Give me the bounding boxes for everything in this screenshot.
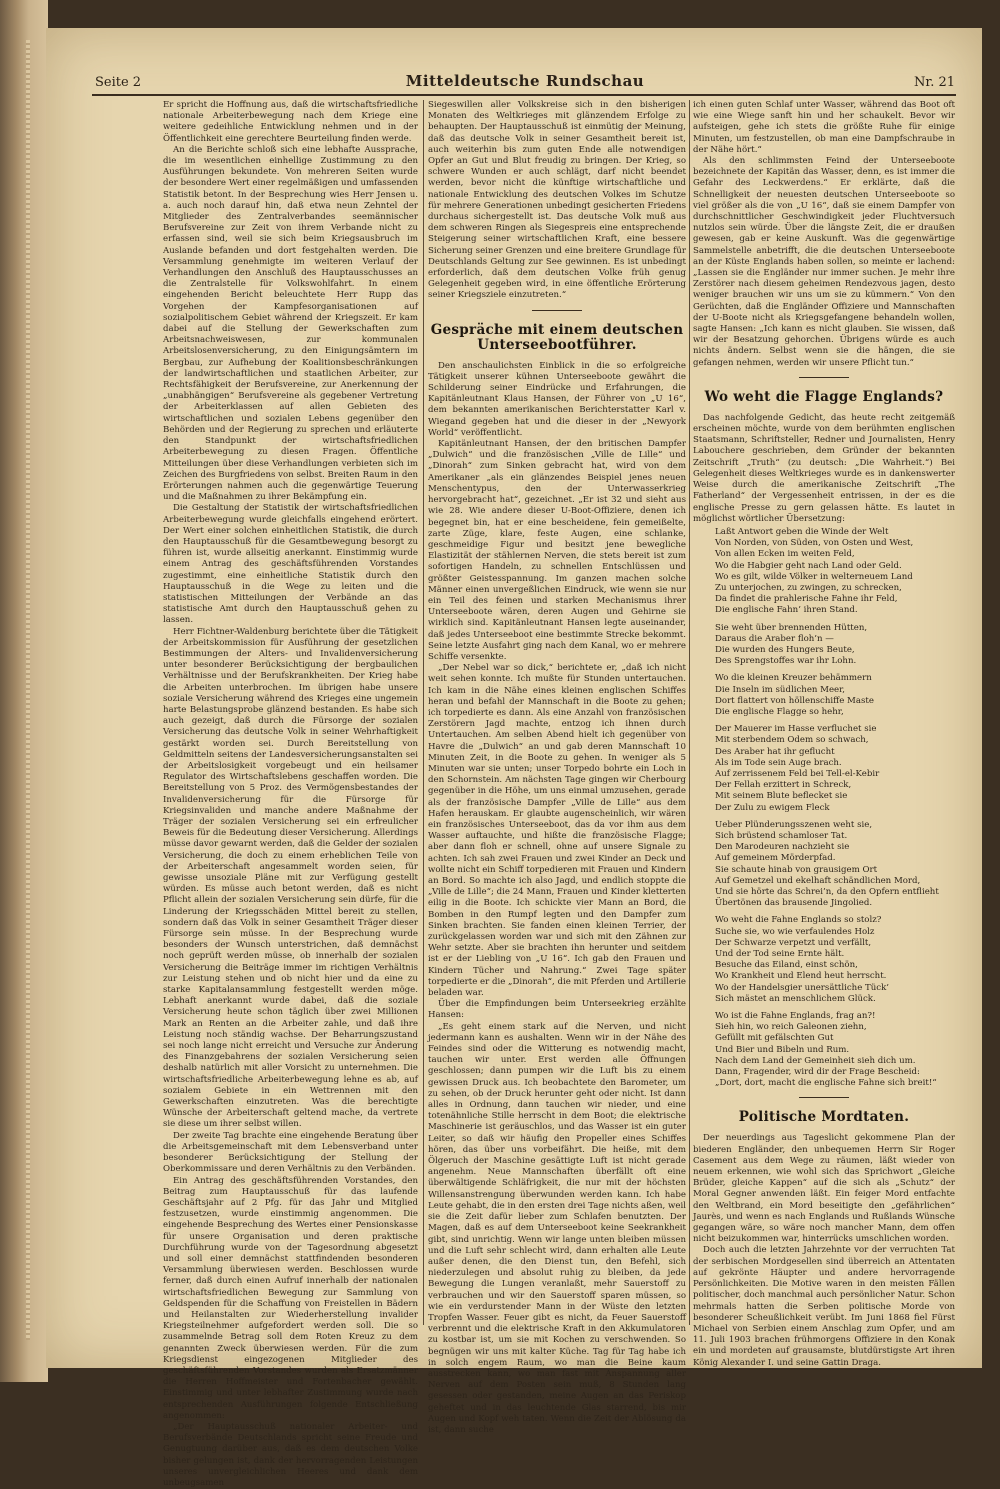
paragraph: Das nachfolgende Gedicht, das heute recht zeitgemäß erscheinen möchte, wurde von dem berühmten englischen Staatsmann, Schriftsteller, Redner und Journalisten, Henry Labouchere geschrieben, dem Gründer der bekannten Zeitschrift „Truth“ (zu deutsch: „Die Wahrheit.“) Bei Gelegenheit dieses Weltkrieges wurde es in dankenswerter Weise durch die amerikanische Zeitschrift „The Fatherland“ der Vergessenheit entrissen, in der es die englische Presse zu gern gelassen hätte. Es lautet in möglichst wörtlicher Übersetzung: — [693, 412, 955, 524]
paragraph: Doch auch die letzten Jahrzehnte vor der verruchten Tat der serbischen Mordgesellen sind überreich an Attentaten auf gekrönte Häupter und andere hervorragende Persönlichkeiten. Die Motive waren in den meisten Fällen politischer, doch manchmal auch persönlicher Natur. Schon mehrmals hatten die Serben politische Morde von besonderer Scheußlichkeit verübt. Im Juni 1868 fiel Fürst Michael von Serbien einem Anschlag zum Opfer, und am 11. Juli 1903 brachen frühmorgens Offiziere in den Konak ein und mordeten auf grausamste, blutdürstigste Art ihren König Alexander I. und seine Gattin Draga. — [693, 1245, 955, 1368]
poem-line: Die wurden des Hungers Beute, — [715, 644, 855, 655]
poem-stanza — [715, 915, 955, 1005]
masthead: Mitteldeutsche Rundschau — [405, 72, 645, 90]
paragraph: Kapitänleutnant Hansen, der den britischen Dampfer „Dulwich“ und die französischen „Ville de Lille“ und „Dinorah“ zum Sinken gebracht hat, wird von dem Amerikaner „als ein glänzendes Beispiel jenes neuen Menschentypus, den der Unterwasserkrieg hervorgebracht hat“, gezeichnet. „Er ist 32 und sieht aus wie 28. Wie andere dieser U-Boot-Offiziere, denen ich begegnet bin, hat er eine bescheidene, fein gemeißelte, zarte Züge, klare, feste Augen, eine schlanke, geschmeidige Figur und besitzt jene bewegliche Elastizität der stählernen Nerven, die stets bereit ist zum sofortigen Handeln, zu schnellen Entschlüssen und größter Geistesspannung. Im ganzen machen solche Männer einen unvergeßlichen Eindruck, wie wenn sie nur ein Teil des feinen und starken Mechanismus ihrer Unterseeboote wären, deren Augen und Gehirne sie wirklich sind. Kapitänleutnant Hansen legte auseinander, daß jedes Unterseeboot eine bestimmte Strecke bekommt. Seine letzte Ausfahrt ging nach dem Kanal, wo er mehrere Schiffe versenkte. — [428, 439, 686, 662]
column-2 — [428, 100, 686, 1435]
poem-line: Laßt Antwort geben die Winde der Welt — [715, 526, 889, 537]
poem-stanza — [715, 623, 955, 668]
paragraph: „Es geht einem stark auf die Nerven, und nicht jedermann kann es aushalten. Wenn wir in der Nähe des Feindes sind oder die Witterung es notwendig macht, tauchen wir unter. Erst werden alle Öffnungen geschlossen; dann pumpen wir die Luft bis zu einem gewissen Druck aus. Ich beobachtete den Barometer, um zu sehen, ob der Druck herunter geht oder nicht. Ist dann alles in Ordnung, dann tauchen wir nieder, und eine totenähnliche Stille herrscht in dem Boot; die elektrische Maschinerie ist geräuschlos, und das Wasser ist ein guter Leiter, so daß wir häufig den Propeller eines Schiffes hören, das über uns vorbeifährt. Die heiße, mit dem Ölgeruch der Maschine gesättigte Luft ist nicht gerade angenehm. Neue Mannschaften überfällt oft eine überwältigende Schläfrigkeit, die nur mit der höchsten Willensanstrengung überwunden werden kann. Ich habe Leute gehabt, die in den ersten drei Tage nichts aßen, weil sie die Zeit dafür lieber zum Schlafen benutzten. Der Magen, daß es auf dem Unterseeboot keine Seekrankheit gibt, sind unrichtig. Wenn wir lange unten bleiben müssen und die Luft sehr schlecht wird, dann erhalten alle Leute außer denen, die den Dienst tun, den Befehl, sich niederzulegen und absolut ruhig zu bleiben, da jede Bewegung die Lungen veranlaßt, mehr Sauerstoff zu verbrauchen und wir den Sauerstoff sparen müssen, so wie ein verdurstender Mann in der Wüste den letzten Tropfen Wasser. Feuer gibt es nicht, da Feuer Sauerstoff verbrennt und die elektrische Kraft in den Akkumulatoren zu kostbar ist, um sie mit Kochen zu verschwenden. So begnügen wir uns mit kalter Küche. Tag für Tag habe ich in solch engem Raum, wo man die Beine kaum ausstrecken kann, wo man fast mit Anspannung aller Nerven auf dem Posten sein muß, 8 Stunden lang gesessen oder gestanden, meine Augen an das Periskop geheftet und in das leuchtende Glas starrend, bis mir Augen und Kopf weh taten. Wenn die Zeit der Ablösung da ist, dann suche — [428, 1021, 686, 1435]
poem-line: Übertönen das brausende Jingolied. — [715, 898, 873, 909]
section-separator — [799, 1097, 849, 1098]
poem-stanza — [715, 673, 955, 718]
poem-line: Als im Tode sein Auge brach. — [715, 757, 842, 768]
paragraph: Den anschaulichsten Einblick in die so erfolgreiche Tätigkeit unserer kühnen Unterseeboote gewährt die Schilderung seiner Eindrücke und Erfahrungen, die Kapitänleutnant Klaus Hansen, der Führer von „U 16“, dem bekannten amerikanischen Berichterstatter Karl v. Wiegand gegeben hat und die dieser in der „Newyork World“ veröffentlicht. — [428, 360, 686, 438]
column-1 — [163, 100, 418, 1488]
poem-line: Mit seinem Blute beflecket sie — [715, 791, 848, 802]
poem — [715, 527, 955, 1090]
poem-line: Sie weht über brennenden Hütten, — [715, 622, 868, 633]
poem-line: Besuche das Eiland, einst schön, — [715, 960, 858, 971]
poem-line: Wo es gilt, wilde Völker in welterneuem Land — [715, 571, 913, 582]
paragraph: Herr Fichtner-Waldenburg berichtete über die Tätigkeit der Arbeitskommission für Ausführung der gesetzlichen Bestimmungen der Alters- und Invalidenversicherung unter besonderer Berücksichtigung der bergbaulichen Verhältnisse und der Berufskrankheiten. Der Krieg habe die Arbeiten unterbrochen. Im übrigen habe unsere soziale Versicherung während des Krieges eine ungemein harte Belastungsprobe glänzend bestanden. Es habe sich auch gezeigt, daß durch die Fürsorge der sozialen Versicherung das deutsche Volk in seiner Wehrhaftigkeit gestärkt worden sei. Durch Bereitstellung von Geldmitteln seitens der Landesversicherungsanstalten sei der Arbeitslosigkeit vorgebeugt und ein heilsamer Regulator des Wirtschaftslebens geschaffen worden. Die Bereitstellung von 5 Proz. des Vermögensbestandes der Invalidenversicherung für die Fürsorge für Kriegsinvaliden und manche andere Maßnahme der Träger der sozialen Versicherung sei ein erfreulicher Beweis für die Bedeutung dieser Versicherung. Allerdings müsse davor gewarnt werden, daß die Gelder der sozialen Versicherung, die doch zu einem erheblichen Teile von der Arbeiterschaft angesammelt worden seien, für gewisse unsoziale Pläne mit zur Verfügung gestellt würden. Es müsse auch betont werden, daß es nicht Pflicht allein der sozialen Versicherung sein dürfe, für die Linderung der Kriegsschäden Mittel bereit zu stellen, sondern daß das Volk in seiner Gesamtheit Träger dieser Fürsorge sein müsse. In der Besprechung wurde besonders der Wunsch unterstrichen, daß demnächst noch geprüft werden müsse, ob innerhalb der sozialen Versicherung die Beiträge immer im richtigen Verhältnis zur Leistung stehen und ob nicht hier und da eine zu starke Kapitalansammlung festgestellt werden möge. Lebhaft anerkannt wurde dabei, daß die soziale Versicherung heute schon täglich über zwei Millionen Mark an Renten an die Arbeiter zahle, und daß ihre Leistung noch ständig wachse. Der Beharrungszustand sei noch lange nicht erreicht und Versuche zur Änderung des Finanzgebahrens der sozialen Versicherung seien deshalb natürlich mit aller Vorsicht zu unternehmen. Die wirtschaftsfriedliche Arbeiterbewegung lehne es ab, auf sozialem Gebiete in ein Wettrennen mit den Gewerkschaften einzutreten. Was die berechtigte Wünsche der Arbeiterschaft geltend mache, da vertrete sie diese um ihrer selbst willen. — [163, 626, 418, 1130]
paragraph: Als den schlimmsten Feind der Unterseeboote bezeichnete der Kapitän das Wasser, denn, es ist immer die Gefahr des Leckwerdens.“ Er erklärte, daß die Schnelligkeit der neuesten deutschen Unterseeboote so viel größer als die von „U 16“, daß sie einem Dampfer von durchschnittlicher Geschwindigkeit jeder Fluchtversuch nutzlos sein würde. Über die längste Zeit, die er draußen gewesen, gab er keine Auskunft. Was die gegenwärtige Sammelstelle anbetrifft, die die deutschen Unterseeboote an der Küste Englands haben sollen, so meinte er lachend: „Lassen sie die Engländer nur immer suchen. Je mehr ihre Zerstörer nach diesem geheimen Rendezvous jagen, desto weniger brauchen wir uns um sie zu kümmern.“ Von den Gerüchten, daß die Engländer Offiziere und Mannschaften der U-Boote nicht als Kriegsgefangene behandeln wollen, sagte Hansen: „Ich kann es nicht glauben. Sie wissen, daß wir der Besatzung gehorchen. Übrigens würde es auch nichts ändern. Selbst wenn sie die hängen, die sie gefangen nehmen, werden wir unsere Pflicht tun.“ — [693, 156, 955, 368]
poem-line: Der Fellah erzittert in Schreck, — [715, 780, 852, 791]
paragraph: Ein Antrag des geschäftsführenden Vorstandes, den Beitrag zum Hauptausschuß für das laufende Geschäftsjahr auf 2 Pfg. für das Jahr und Mitglied festzusetzen, wurde einstimmig angenommen. Die eingehende Besprechung des Wertes einer Pensionskasse für unsere Organisation und deren praktische Durchführung wurde von der Tagesordnung abgesetzt und soll einer demnächst stattfindenden besonderen Versammlung überwiesen werden. Beschlossen wurde ferner, daß durch einen Aufruf innerhalb der nationalen wirtschaftsfriedlichen Bewegung zur Sammlung von Geldspenden für die Schaffung von Freistellen in Bädern und Heilanstalten zur Wiederherstellung invalider Kriegsteilnehmer aufgefordert werden soll. Die so zusammelnde Betrag soll dem Roten Kreuz zu dem genannten Zweck überwiesen werden. Für die zum Kriegsdienst eingezogenen Mitglieder des geschäftsführenden Vorstandes wurden als Ersatzmänner die Herren Hoffmeister und Fortenbacher gewählt. Einstimmig und unter lebhafter Zustimmung wurde nach entsprechenden Ausführungen folgende Entschließung angenommen: — [163, 1175, 418, 1421]
article-headline: Gespräche mit einem deutschen Unterseebootführer. — [430, 321, 684, 353]
poem-line: Wo weht die Fahne Englands so stolz? — [715, 915, 882, 926]
poem-line: Mit sterbendem Odem so schwach, — [715, 735, 869, 746]
poem-line: Der Mauerer im Hasse verfluchet sie — [715, 724, 877, 735]
poem-line: Wo ist die Fahne Englands, frag an?! — [715, 1011, 876, 1022]
poem-stanza — [715, 1011, 955, 1089]
poem-line: Wo die kleinen Kreuzer behämmern — [715, 673, 872, 684]
poem-line: Dort flattert von höllenschiffe Maste — [715, 695, 874, 706]
poem-line: Sieh hin, wo reich Galeonen ziehn, — [715, 1022, 867, 1033]
poem-line: Dann, Fragender, wird dir der Frage Bescheid: — [715, 1067, 920, 1078]
poem-stanza — [715, 527, 955, 617]
poem-line: Die englische Fahn’ ihren Stand. — [715, 605, 858, 616]
column-3 — [693, 100, 955, 1368]
poem-line: Nach dem Land der Gemeinheit sieh dich um. — [715, 1055, 916, 1066]
page-header — [95, 72, 955, 94]
poem-stanza — [715, 820, 955, 910]
paragraph: ich einen guten Schlaf unter Wasser, während das Boot oft wie eine Wiege sanft hin und her schaukelt. Bevor wir aufsteigen, gehe ich stets die größte Ruhe für einige Minuten, um festzustellen, ob man eine Dampfschraube in der Nähe hört.“ — [693, 100, 955, 155]
poem-line: Sich mästet an menschlichem Glück. — [715, 993, 876, 1004]
paragraph: Siegeswillen aller Volkskreise sich in den bisherigen Monaten des Weltkrieges mit glänzendem Erfolge zu behaupten. Der Hauptausschuß ist einmütig der Meinung, daß das deutsche Volk in seiner Gesamtheit bereit ist, auch weiterhin bis zum guten Ende alle notwendigen Opfer an Gut und Blut freudig zu bringen. Der Krieg, so schwere Wunden er auch schlägt, darf nicht beendet werden, bevor nicht die künftige wirtschaftliche und nationale Entwicklung des deutschen Volkes im Schutze für mehrere Generationen unbedingt gesicherten Friedens durchaus sichergestellt ist. Das deutsche Volk muß aus dem schweren Ringen als Siegespreis eine entsprechende Steigerung seiner wirtschaftlichen Kraft, eine bessere Sicherung seiner Grenzen und eine breitere Grundlage für Deutschlands Geltung zur See gewinnen. Es ist unbedingt erforderlich, daß dem deutschen Volke früh genug Gelegenheit gegeben wird, in eine öffentliche Erörterung seiner Kriegsziele einzutreten.“ — [428, 100, 686, 301]
poem-line: Und der Tod seine Ernte hält. — [715, 949, 845, 960]
page-number: Seite 2 — [95, 75, 142, 90]
poem-line: Der Zulu zu ewigem Fleck — [715, 802, 830, 813]
poem-line: Auf Gemetzel und ekelhaft schändlichen Mord, — [715, 875, 921, 886]
paragraph: An die Berichte schloß sich eine lebhafte Aussprache, die im wesentlichen einhellige Zustimmung zu den Ausführungen bekundete. Von mehreren Seiten wurde der besondere Wert einer regelmäßigen und umfassenden Statistik betont. In der Besprechung wies Herr Jensen u. a. auch noch darauf hin, daß etwa neun Zehntel der Mitglieder des Zentralverbandes seemännischer Berufsvereine zur Zeit von ihrem Verbande nicht zu erfassen sind, weil sie sich beim Kriegsausbruch im Auslande befanden und dort festgehalten werden. Die Versammlung genehmigte im weiteren Verlauf der Verhandlungen den Anschluß des Hauptausschusses an die Zentralstelle für Volkswohlfahrt. In einem eingehenden Bericht beleuchtete Herr Rupp das Vorgehen der Kampfesorganisationen auf sozialpolitischem Gebiet während der Kriegszeit. Er kam dabei auf die Stellung der Gewerkschaften zum Arbeitsnachweiswesen, zur kommunalen Arbeitslosenversicherung, zu den Einigungsämtern im Bergbau, zur Aufhebung der Koalitionsbeschränkungen der landwirtschaftlichen und staatlichen Arbeiter, zur Rechtsfähigkeit der Berufsvereine, zur Anerkennung der „unabhängigen“ Berufsvereine als gegebener Vertretung der Arbeiterklassen auf allen Gebieten des wirtschaftlichen und sozialen Lebens gegenüber den Behörden und der Regierung zu sprechen und erläuterte den Standpunkt der wirtschaftsfriedlichen Arbeiterbewegung zu diesen Fragen. Öffentliche Mitteilungen über diese Verhandlungen verbieten sich im Zeichen des Burgfriedens von selbst. Breiten Raum in den Erörterungen nahmen auch die gegenwärtige Teuerung und die Maßnahmen zu ihrer Bekämpfung ein. — [163, 144, 418, 503]
poem-line: Suche sie, wo wie verfaulendes Holz — [715, 926, 875, 937]
paragraph: Über die Empfindungen beim Unterseekrieg erzählte Hansen: — [428, 999, 686, 1021]
poem-line: „Dort, dort, macht die englische Fahne sich breit!“ — [715, 1078, 937, 1089]
paragraph: Der neuerdings aus Tageslicht gekommene Plan der biederen Engländer, den unbequemen Herrn Sir Roger Casement aus dem Wege zu räumen, läßt wieder von neuem erkennen, wie wohl sich das Sprichwort „Gleiche Brüder, gleiche Kappen“ auf die sich als „Schutz“ der Moral Gegner anwenden läßt. Ein feiger Mord entfachte den Weltbrand, ein Mord beseitigte den „gefährlichen“ Jaurès, und wenn es nach Englands und Rußlands Wünsche gegangen wäre, so wäre noch mancher Mann, dem offen nicht beizukommen war, hinterrücks umschlichen worden. — [693, 1133, 955, 1245]
poem-line: Den Marodeuren nachzieht sie — [715, 842, 850, 853]
poem-line: Wo der Handelsgier unersättliche Tück’ — [715, 982, 890, 993]
poem-line: Da findet die prahlerische Fahne ihr Feld, — [715, 594, 898, 605]
paragraph: Der zweite Tag brachte eine eingehende Beratung über die Arbeitsgemeinschaft mit dem Lebensverband unter besonderer Berücksichtigung der Stellung der Oberkommissare und deren Verhältnis zu den Verbänden. — [163, 1130, 418, 1175]
article-headline: Politische Mordtaten. — [738, 1109, 910, 1126]
poem-line: Und Bier und Bibeln und Rum. — [715, 1044, 850, 1055]
poem-line: Zu unterjochen, zu zwingen, zu schrecken, — [715, 582, 902, 593]
poem-line: Die Inseln im südlichen Meer, — [715, 684, 846, 695]
poem-line: Auf zerrissenem Feld bei Tell-el-Kebir — [715, 768, 880, 779]
poem-line: Von Norden, von Süden, von Osten und West, — [715, 538, 914, 549]
poem-line: Der Schwarze verpetzt und verfällt, — [715, 937, 872, 948]
column-divider — [689, 100, 690, 1325]
poem-line: Gefüllt mit gefälschten Gut — [715, 1033, 834, 1044]
page-edges — [26, 40, 30, 1340]
section-separator — [799, 377, 849, 378]
paragraph: „Der Nebel war so dick,“ berichtete er, „daß ich nicht weit sehen konnte. Ich mußte für Stunden untertauchen. Ich kam in die Nähe eines kleinen englischen Schiffes heran und befahl der Mannschaft in die Boote zu gehen; ich torpedierte es dann. Als eine Anzahl von französischen Zerstörern Jagd machte, entzog ich ihnen durch Untertauchen. Am selben Abend hielt ich gegenüber von Havre die „Dulwich“ an und gab deren Mannschaft 10 Minuten Zeit, in die Boote zu gehen. In weniger als 5 Minuten war sie unten; unser Torpedo bohrte ein Loch in den Schornstein. Am nächsten Tage gingen wir Cherbourg gegenüber in die Höhe, um uns einmal umzusehen, gerade als der französische Dampfer „Ville de Lille“ aus dem Hafen herauskam. Er glaubte augenscheinlich, wir wären ein französisches Unterseeboot, das da vor ihm aus dem Wasser auftauchte, und hißte die französische Flagge; aber dann floh er schnell, ohne auf unsere Signale zu achten. Ich sah zwei Frauen und zwei Kinder an Deck und wollte nicht ein Schiff torpedieren mit Frauen und Kindern an Bord. So machte ich also Jagd, und endlich stoppte die „Ville de Lille“; die 24 Mann, Frauen und Kinder kletterten eilig in die Boote. Ich schickte vier Mann an Bord, die Bomben in den Rumpf legten und den Dampfer zum Sinken brachten. Sie fanden einen kleinen Terrier, der zurückgelassen worden war und sich mit den Zähnen zur Wehr setzte. Aber sie brachten ihn herunter und seitdem ist er der Liebling von „U 16“. Ich gab den Frauen und Kindern Tücher und Nahrung.“ Zwei Tage später torpedierte er die „Dinorah“, die mit Pferden und Artillerie beladen war. — [428, 663, 686, 999]
paragraph: Er spricht die Hoffnung aus, daß die wirtschaftsfriedliche nationale Arbeiterbewegung nach dem Kriege eine weitere gedeihliche Entwicklung nehmen und in der Öffentlichkeit eine gerechtere Beurteilung finden werde. — [163, 100, 418, 144]
poem-line: Des Sprengstoffes war ihr Lohn. — [715, 656, 857, 667]
poem-line: Ueber Plünderungsszenen weht sie, — [715, 819, 873, 830]
paragraph: „Der Hauptausschuß nationaler Arbeiter- und Berufsverbände Deutschlands spricht seine Freude und Genugtuung darüber aus, daß es dem deutschen Volke bisher gelungen ist, dank der hervorragenden Leistungen unseres unvergleichlichen Heeres und dank dem unbeugsamen — [163, 1421, 418, 1488]
poem-line: Und sie hörte das Schrei’n, da den Opfern entflieht — [715, 887, 939, 897]
poem-line: Wo Krankheit und Elend heut herrscht. — [715, 971, 887, 982]
book-binding — [0, 0, 48, 1382]
poem-line: Sich brüstend schamloser Tat. — [715, 830, 848, 841]
poem-stanza — [715, 724, 955, 814]
poem-line: Von allen Ecken im weiten Feld, — [715, 549, 855, 560]
paragraph: Die Gestaltung der Statistik der wirtschaftsfriedlichen Arbeiterbewegung wurde gleichfalls eingehend erörtert. Der Wert einer solchen einheitlichen Statistik, die durch den Hauptausschuß für die Gesamtbewegung besorgt zu führen ist, wurde allseitig anerkannt. Einstimmig wurde einem Antrag des geschäftsführenden Vorstandes zugestimmt, eine einheitliche Statistik durch den Hauptausschuß in die Wege zu leiten und die statistischen Mitteilungen der Verbände an das statistische Amt durch den Hauptausschuß gehen zu lassen. — [163, 503, 418, 626]
column-divider — [423, 100, 424, 1325]
poem-line: Auf gemeinem Mörderpfad. — [715, 853, 836, 864]
section-separator — [532, 310, 582, 311]
header-rule — [92, 94, 956, 96]
issue-number: Nr. 21 — [914, 75, 955, 90]
poem-line: Des Araber hat ihr geflucht — [715, 746, 835, 757]
poem-line: Die englische Flagge so hehr, — [715, 706, 844, 717]
poem-line: Wo die Habgier geht nach Land oder Geld. — [715, 560, 902, 571]
poem-line: Sie schaute hinab von grausigem Ort — [715, 864, 878, 875]
poem-line: Daraus die Araber floh’n — — [715, 633, 834, 644]
article-headline: Wo weht die Flagge Englands? — [704, 388, 944, 405]
